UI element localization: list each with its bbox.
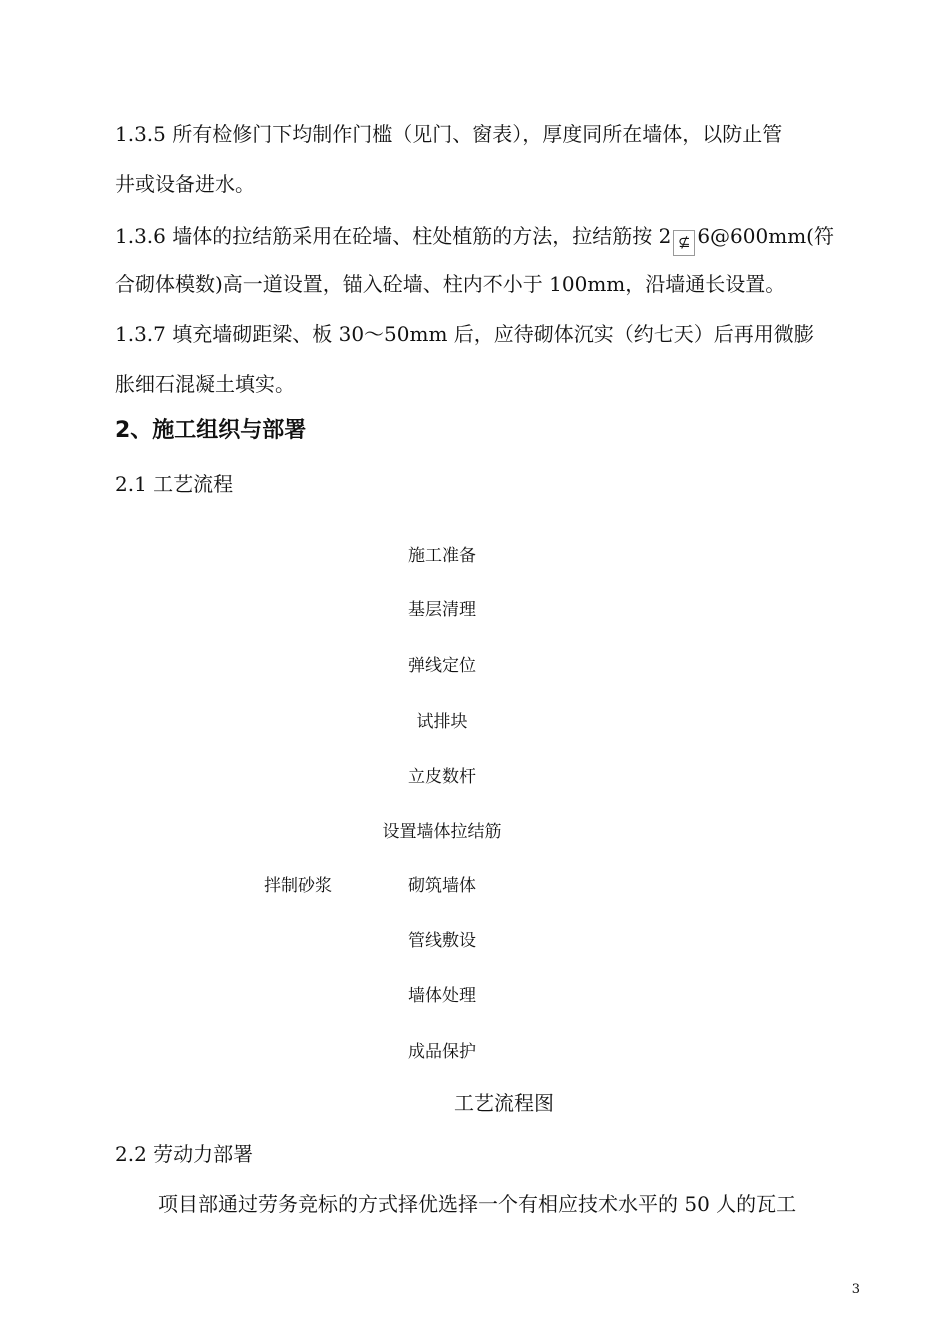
flow-side-step: 拌制砂浆 [264, 876, 332, 896]
para-1-3-6-line2: 合砌体模数)高一道设置，锚入砼墙、柱内不小于 100mm，沿墙通长设置。 [115, 272, 786, 296]
flow-step: 立皮数杆 [408, 767, 476, 787]
para-2-2: 项目部通过劳务竞标的方式择优选择一个有相应技术水平的 50 人的瓦工 [158, 1192, 797, 1216]
flow-step: 弹线定位 [408, 656, 476, 676]
section-2-heading: 2、施工组织与部署 [115, 418, 307, 443]
para-1-3-6-post: 6@600mm(符 [697, 224, 834, 248]
flow-step: 管线敷设 [408, 931, 476, 951]
rebar-grade-symbol-icon: ⊈ [673, 230, 695, 256]
para-1-3-7-line2: 胀细石混凝土填实。 [115, 372, 295, 396]
page-number: 3 [851, 1282, 860, 1297]
para-1-3-5-line2: 井或设备进水。 [115, 172, 255, 196]
flow-step: 施工准备 [408, 546, 476, 566]
flow-step: 墙体处理 [408, 986, 476, 1006]
flow-step: 设置墙体拉结筋 [382, 822, 502, 842]
subsection-2-1-title: 2.1 工艺流程 [115, 472, 234, 496]
flow-step: 砌筑墙体 [408, 876, 476, 896]
flowchart-caption: 工艺流程图 [454, 1091, 554, 1115]
flow-step: 试排块 [416, 712, 468, 732]
para-1-3-5-line1: 1.3.5 所有检修门下均制作门槛（见门、窗表），厚度同所在墙体，以防止管 [115, 122, 783, 146]
para-1-3-6-line1 [115, 222, 834, 256]
flow-step: 成品保护 [408, 1042, 476, 1062]
subsection-2-2-title: 2.2 劳动力部署 [115, 1142, 254, 1166]
para-1-3-7-line1: 1.3.7 填充墙砌距梁、板 30～50mm 后，应待砌体沉实（约七天）后再用微膨 [115, 322, 814, 346]
flow-step: 基层清理 [408, 600, 476, 620]
para-1-3-6-pre: 1.3.6 墙体的拉结筋采用在砼墙、柱处植筋的方法，拉结筋按 2 [115, 224, 672, 248]
